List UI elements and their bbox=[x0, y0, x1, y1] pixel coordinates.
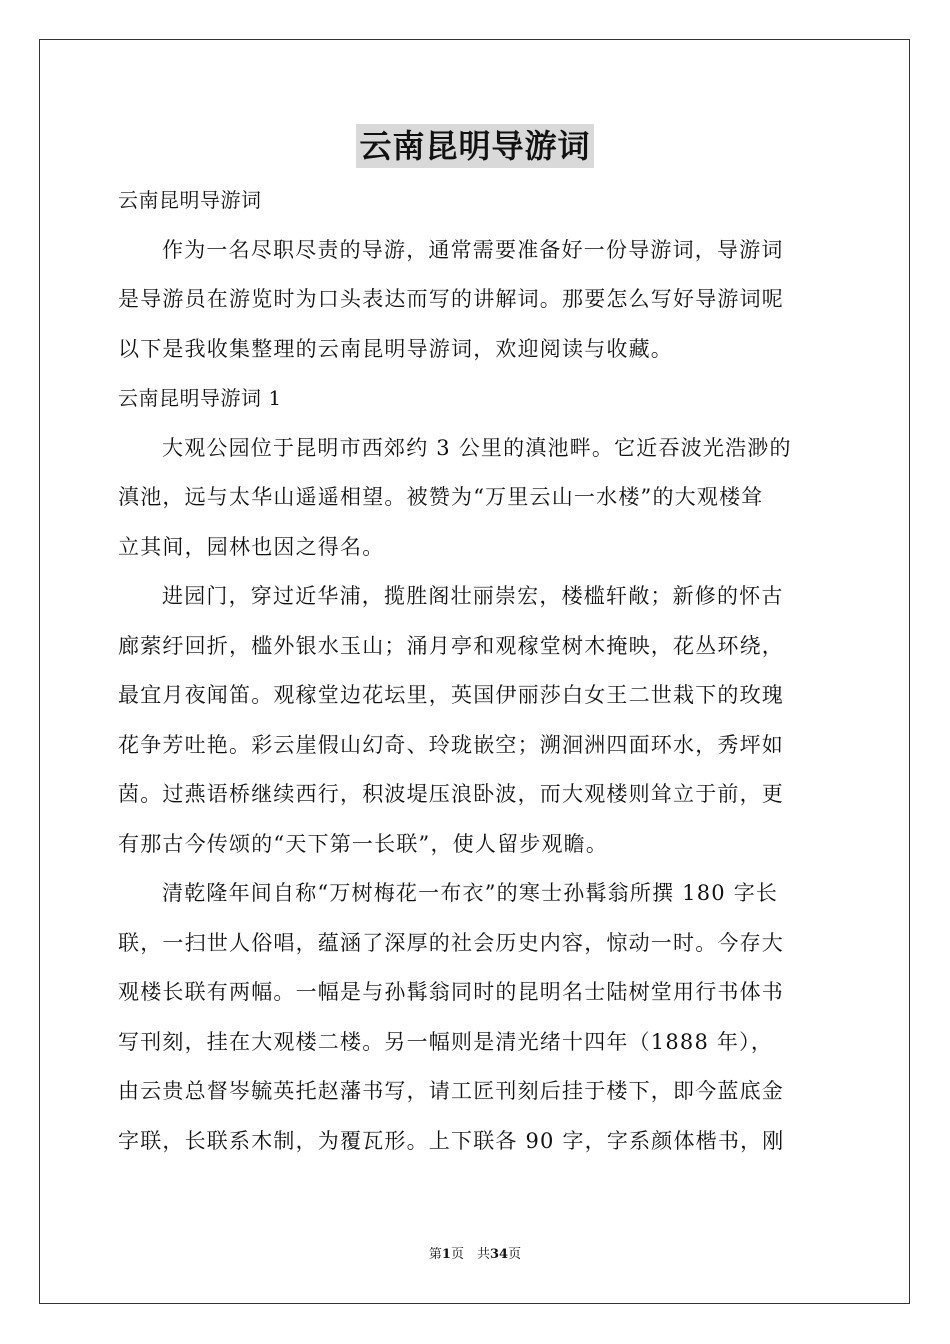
footer-mid: 页 共 bbox=[450, 1247, 490, 1262]
title-container bbox=[0, 124, 950, 168]
paragraph-line: 是导游员在游览时为口头表达而写的讲解词。那要怎么写好导游词呢 bbox=[118, 287, 784, 311]
paragraph-line: 由云贵总督岑毓英托赵藩书写，请工匠刊刻后挂于楼下，即今蓝底金 bbox=[118, 1079, 784, 1103]
paragraph-line: 联，一扫世人俗唱，蕴涵了深厚的社会历史内容，惊动一时。今存大 bbox=[118, 930, 784, 955]
paragraph-line: 清乾隆年间自称“万树梅花一布衣”的寒士孙髯翁所撰 180 字长 bbox=[162, 881, 779, 905]
paragraph-line: 字联，长联系木制，为覆瓦形。上下联各 90 字，字系颜体楷书，刚 bbox=[118, 1128, 785, 1153]
footer-prefix: 第 bbox=[428, 1247, 442, 1262]
paragraph-line: 大观公园位于昆明市西郊约 3 公里的滇池畔。它近吞波光浩渺的 bbox=[162, 435, 792, 460]
paragraph-line: 有那古今传颂的“天下第一长联”，使人留步观瞻。 bbox=[118, 831, 609, 856]
document-body bbox=[118, 176, 834, 1166]
paragraph-line: 立其间，园林也因之得名。 bbox=[118, 534, 385, 559]
footer-suffix: 页 bbox=[508, 1247, 522, 1262]
paragraph-line: 廊萦纡回折，槛外银水玉山；涌月亭和观稼堂树木掩映，花丛环绕， bbox=[118, 633, 784, 658]
paragraph-line: 茵。过燕语桥继续西行，积波堤压浪卧波，而大观楼则耸立于前，更 bbox=[118, 782, 784, 806]
paragraph-line: 写刊刻，挂在大观楼二楼。另一幅则是清光绪十四年（1888 年）， bbox=[118, 1029, 774, 1054]
paragraph-line: 作为一名尽职尽责的导游，通常需要准备好一份导游词，导游词 bbox=[162, 237, 784, 262]
section-heading: 云南昆明导游词 1 bbox=[118, 386, 282, 410]
paragraph-line: 以下是我收集整理的云南昆明导游词，欢迎阅读与收藏。 bbox=[118, 336, 673, 361]
paragraph-line: 观楼长联有两幅。一幅是与孙髯翁同时的昆明名士陆树堂用行书体书 bbox=[118, 980, 784, 1004]
page-footer bbox=[0, 1247, 950, 1263]
section-heading: 云南昆明导游词 bbox=[118, 188, 262, 212]
paragraph-line: 滇池，远与太华山遥遥相望。被赞为“万里云山一水楼”的大观楼耸 bbox=[118, 485, 764, 509]
paragraph-line: 最宜月夜闻笛。观稼堂边花坛里，英国伊丽莎白女王二世栽下的玫瑰 bbox=[118, 683, 784, 707]
footer-total-pages: 34 bbox=[489, 1247, 509, 1262]
footer-page-number: 1 bbox=[441, 1247, 451, 1262]
document-title: 云南昆明导游词 bbox=[356, 124, 593, 168]
paragraph-line: 进园门，穿过近华浦，揽胜阁壮丽崇宏，楼槛轩敞；新修的怀古 bbox=[162, 584, 784, 608]
paragraph-line: 花争芳吐艳。彩云崖假山幻奇、玲珑嵌空；溯洄洲四面环水，秀坪如 bbox=[118, 732, 784, 757]
